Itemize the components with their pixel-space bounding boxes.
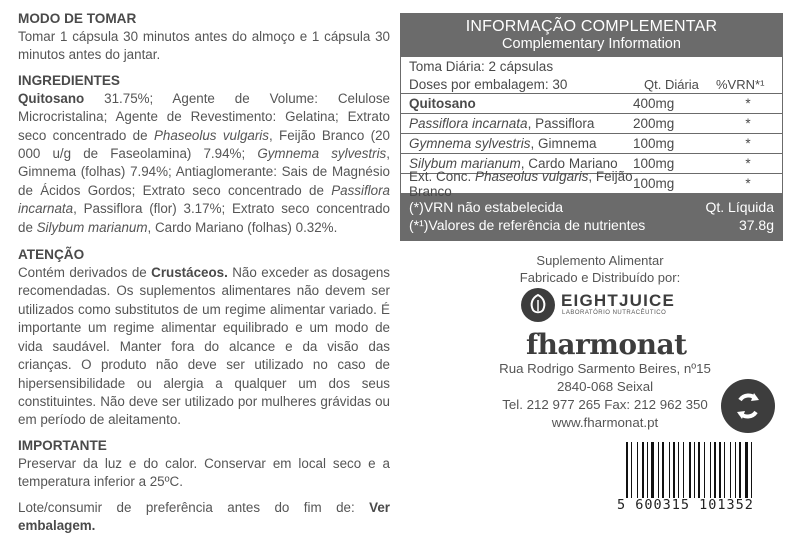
net-quantity xyxy=(674,198,774,234)
ingredient-name-part: Quitosano xyxy=(409,96,476,111)
ingr-part: 31.75%; Agente de Volume: Celulose Microcristalina; Agente de Revestimento: Gelatina; Extrato seco concentrado de xyxy=(18,90,390,143)
ingredientes-text xyxy=(18,90,390,237)
ingredient-qty: 200mg xyxy=(633,116,675,131)
barcode-bar xyxy=(751,442,752,498)
lote-part: Lote/consumir de preferência antes do fim de: xyxy=(18,499,370,515)
ingredient-name-part: , Feijão Branco xyxy=(409,168,633,199)
barcode-bar xyxy=(662,442,664,498)
table-body xyxy=(401,94,782,199)
ingredient-vrn: * xyxy=(745,96,751,111)
ingr-part: Silybum marianum xyxy=(36,219,148,235)
footnote-vrn: (*)VRN não estabelecida xyxy=(409,199,564,215)
eightjuice-subtitle: LABORATÓRIO NUTRACÊUTICO xyxy=(562,310,667,316)
table-footer xyxy=(401,194,782,240)
eightjuice-logo xyxy=(521,288,681,324)
footer-notes xyxy=(409,198,674,234)
left-column xyxy=(18,10,390,535)
ingredient-name-latin: Phaseolus vulgaris xyxy=(475,168,589,184)
ingr-part: , Passiflora (flor) 3.17%; Extrato seco concentrado de xyxy=(18,201,390,235)
barcode-bar xyxy=(626,442,628,498)
section-ingredientes xyxy=(18,72,390,237)
barcode-bar xyxy=(739,442,741,498)
ingr-quitosano: Quitosano xyxy=(18,90,85,106)
ingredient-name-part: , Gimnema xyxy=(530,136,597,151)
ingredient-name-part: , Passiflora xyxy=(527,116,595,131)
barcode-bar xyxy=(694,442,695,498)
ingr-part: Gymnema sylvestris xyxy=(257,146,387,162)
eightjuice-brand: EIGHTJUICE xyxy=(561,291,676,310)
fharmonat-brand: fharmonat xyxy=(526,328,687,361)
barcode xyxy=(617,442,785,516)
ingredient-name xyxy=(409,169,633,199)
table-row-doses xyxy=(401,75,782,94)
ingredient-name-part: Ext. Conc. xyxy=(409,168,476,184)
barcode-bar xyxy=(714,442,716,498)
barcode-bar xyxy=(631,442,632,498)
barcode-bar xyxy=(647,442,648,498)
fharmonat-logo xyxy=(526,328,687,362)
barcode-bar xyxy=(735,442,736,498)
modo-text: Tomar 1 cápsula 30 minutos antes do almoço e 1 cápsula 30 minutos antes do jantar. xyxy=(18,29,390,63)
barcode-bar xyxy=(673,442,675,498)
table-header xyxy=(401,14,782,57)
ingredient-name-latin: Passiflora incarnata xyxy=(409,116,528,131)
atencao-title: ATENÇÃO xyxy=(18,247,85,263)
ingredient-name xyxy=(409,136,633,151)
ingredient-qty: 100mg xyxy=(633,136,675,151)
atencao-text xyxy=(18,264,390,430)
recycle-icon xyxy=(721,379,775,433)
address-street: Rua Rodrigo Sarmento Beires, nº15 xyxy=(499,361,711,376)
ingr-part: Passiflora incarnata xyxy=(18,182,390,217)
ingredient-vrn: * xyxy=(745,176,751,191)
doses-per-pack: Doses por embalagem: 30 xyxy=(409,76,568,92)
eightjuice-logo-icon xyxy=(521,288,555,322)
table-row xyxy=(401,94,782,114)
ingredient-vrn: * xyxy=(745,136,751,151)
barcode-bar xyxy=(669,442,670,498)
maker-intro xyxy=(460,252,740,286)
barcode-number: 5 600315 101352 xyxy=(617,497,754,513)
ingredient-qty: 100mg xyxy=(633,156,675,171)
lote-text xyxy=(18,499,390,535)
table-row xyxy=(401,134,782,154)
address-web: www.fharmonat.pt xyxy=(551,415,659,430)
ingredient-name xyxy=(409,96,633,111)
modo-title: MODO DE TOMAR xyxy=(18,11,137,26)
barcode-bars xyxy=(626,442,780,498)
ingredient-name-latin: Silybum marianum xyxy=(409,156,521,171)
supplement-label: Suplemento Alimentar xyxy=(536,253,664,268)
col-qt-header: Qt. Diária xyxy=(644,76,699,92)
maker-address xyxy=(470,360,740,432)
net-quantity-label: Qt. Líquida xyxy=(705,199,774,215)
ingredient-qty: 100mg xyxy=(633,176,675,191)
barcode-bar xyxy=(651,442,654,498)
barcode-bar xyxy=(724,442,725,498)
info-table xyxy=(400,13,783,241)
table-title: INFORMAÇÃO COMPLEMENTAR xyxy=(465,18,718,35)
ingr-part: , Gimnema (folhas) 7.94%; Antiaglomerante: Sais de Magnésio de Ácidos Gordos; Extrato seco concentrado de xyxy=(18,146,390,198)
table-row xyxy=(401,168,782,199)
barcode-bar xyxy=(730,442,731,498)
info-table-wrap xyxy=(400,13,783,241)
ingredient-name-latin: Gymnema sylvestris xyxy=(409,136,531,151)
table-subtitle: Complementary Information xyxy=(502,36,681,52)
col-vrn-header: %VRN*¹ xyxy=(716,76,765,92)
section-atencao xyxy=(18,246,390,430)
importante-text: Preservar da luz e do calor. Conservar em local seco e a temperatura inferior a 25ºC. xyxy=(18,455,390,490)
ingredient-vrn: * xyxy=(745,156,751,171)
barcode-bar xyxy=(683,442,684,498)
importante-title: IMPORTANTE xyxy=(18,437,107,453)
address-phone: Tel. 212 977 265 Fax: 212 962 350 xyxy=(502,397,708,412)
section-importante xyxy=(18,437,390,492)
table-row xyxy=(401,114,782,134)
made-by-label: Fabricado e Distribuído por: xyxy=(519,270,681,285)
barcode-bar xyxy=(719,442,721,498)
table-row-daily xyxy=(401,57,782,75)
barcode-bar xyxy=(710,442,711,498)
section-modo xyxy=(18,10,390,65)
barcode-bar xyxy=(658,442,659,498)
barcode-bar xyxy=(689,442,691,498)
barcode-bar xyxy=(698,442,700,498)
atencao-part: Contém derivados de xyxy=(18,265,152,281)
footnote-ref: (*¹)Valores de referência de nutrientes xyxy=(409,217,646,233)
daily-dose: Toma Diária: 2 cápsulas xyxy=(409,58,554,74)
barcode-bar xyxy=(745,442,748,498)
atencao-part: Não exceder as dosagens recomendadas. Os suplementos alimentares não devem ser utilizados como substitutos de um regime alimentar variado. É importante um regime alimentar equilibrado e um modo de vida saudável. Manter fora do alcance e da visão das crianças. O produto não deve ser utilizado no caso de hipersensibilidade ou alergia a qualquer um dos seus constituintes. Não deve ser utilizado por mulheres grávidas ou em período de aleitamento. xyxy=(18,265,390,428)
barcode-bar xyxy=(637,442,638,498)
ingredient-qty: 400mg xyxy=(633,96,675,111)
address-postcode: 2840-068 Seixal xyxy=(556,379,654,394)
ingredient-vrn: * xyxy=(745,116,751,131)
net-quantity-value: 37.8g xyxy=(738,217,774,233)
barcode-bar xyxy=(642,442,644,498)
ingr-part: , Feijão Branco (20 000 u/g de Faseolamina) 7.94%; xyxy=(18,127,390,162)
lote-ver-embalagem: Ver embalagem. xyxy=(18,499,390,533)
atencao-crustaceos: Crustáceos. xyxy=(151,265,228,281)
ingredientes-title: INGREDIENTES xyxy=(18,72,120,88)
ingr-part: , Cardo Mariano (folhas) 0.32%. xyxy=(147,219,338,235)
barcode-bar xyxy=(704,442,705,498)
ingr-part: Phaseolus vulgaris xyxy=(153,127,269,143)
barcode-bar xyxy=(678,442,679,498)
ingredient-name-part: , Cardo Mariano xyxy=(520,156,618,171)
ingredient-name xyxy=(409,116,633,131)
